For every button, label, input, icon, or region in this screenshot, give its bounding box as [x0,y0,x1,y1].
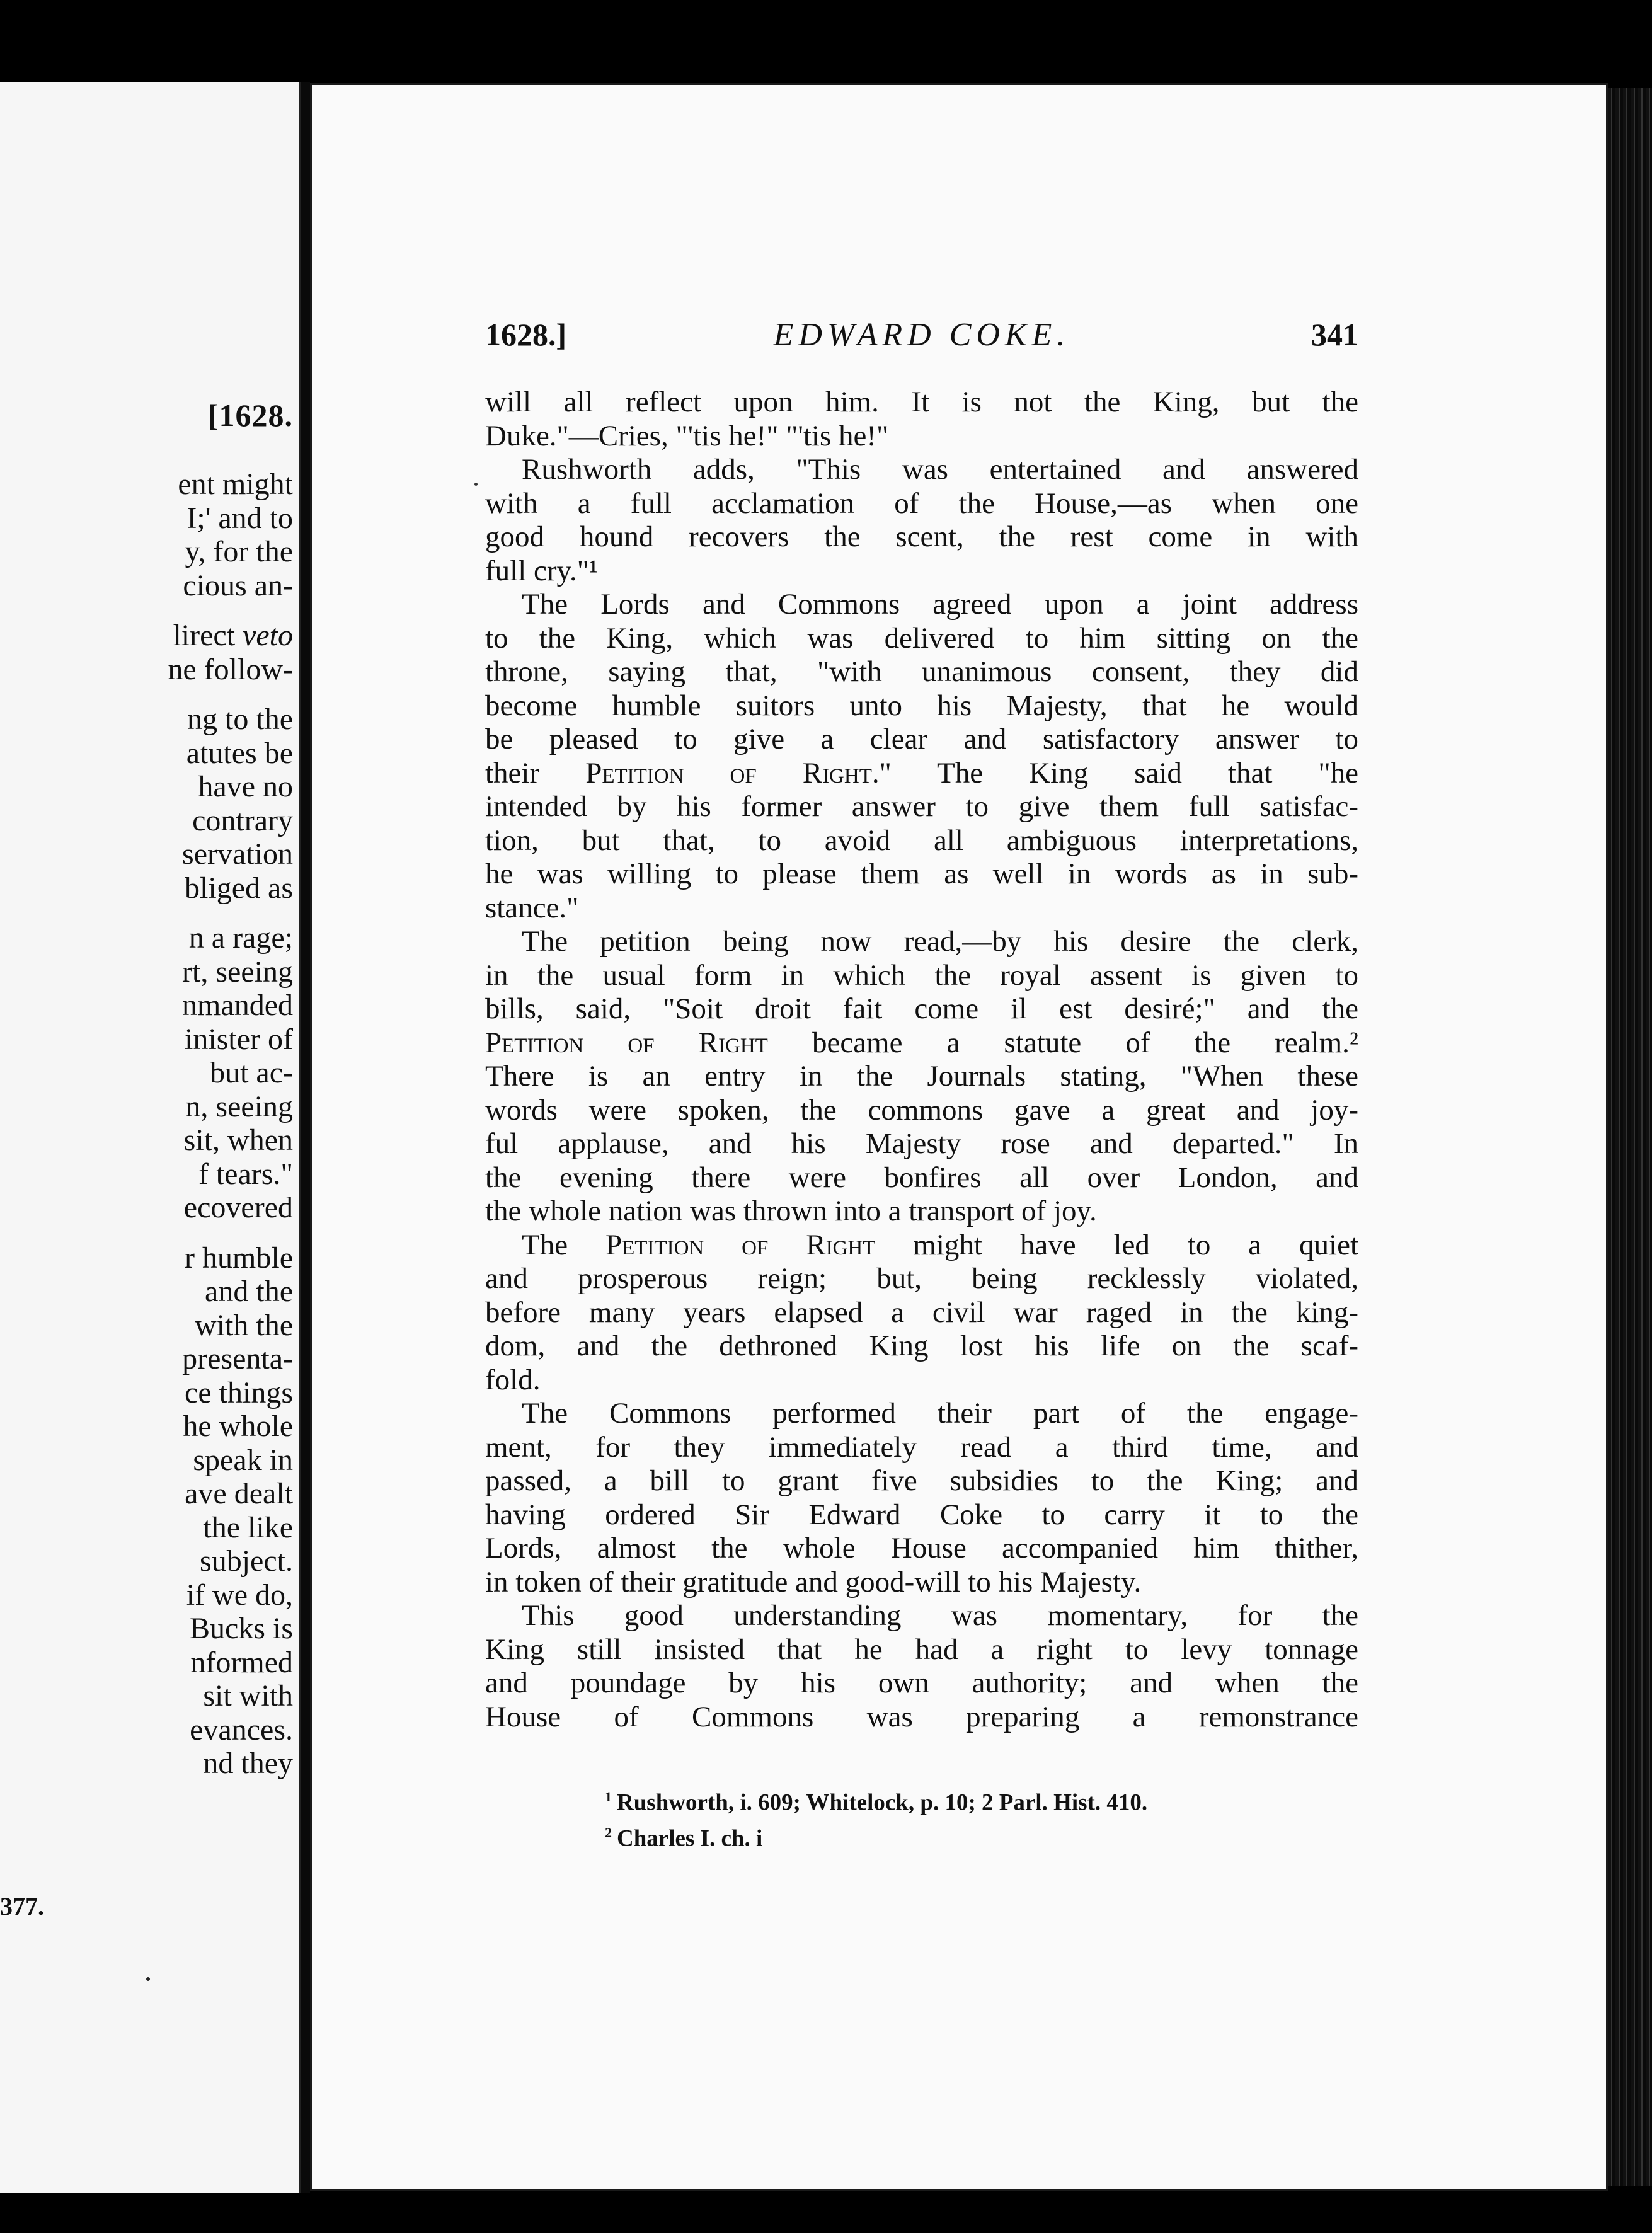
text-line: The Petition of Right might have led to a quiet [522,1228,1358,1261]
left-page-line [0,1225,299,1241]
text-line: words were spoken, the commons gave a great and joy- [485,1093,1358,1127]
book-edge [1608,88,1652,2186]
text-line: to the King, which was delivered to him sitting on the [485,621,1358,655]
left-page-line: Bucks is [189,1612,293,1645]
margin-mark [474,483,478,486]
left-page-line: ng to the [187,703,293,736]
left-page-line: atutes be [186,736,293,770]
scan-border [0,2193,1652,2233]
text-line: Lords, almost the whole House accompanied him thither, [485,1532,1358,1564]
left-page-line: sit, when [183,1123,293,1157]
left-page-line: f tears." [198,1157,293,1191]
left-page-line: r humble [185,1241,293,1275]
text-line: become humble suitors unto his Majesty, that he would [485,689,1358,722]
text-line: bills, said, "Soit droit fait come il est desiré;" and the [485,992,1358,1025]
left-page-line: n a rage; [188,921,293,955]
text-line: King still insisted that he had a right to levy tonnage [485,1633,1358,1666]
text-line: There is an entry in the Journals stating, "When these [485,1060,1358,1093]
footnote [605,1782,1361,1818]
left-page-line: subject. [200,1544,293,1578]
left-page-line: ne follow- [168,652,293,686]
text-line: he was willing to please them as well in words as in sub- [485,858,1358,890]
left-page [0,82,301,2193]
text-line: Petition of Right became a statute of the realm.² [485,1026,1358,1059]
left-page-line: y, for the [185,535,293,568]
text-line: Duke."—Cries, "'tis he!" "'tis he!" [485,419,889,452]
running-head-title: EDWARD COKE. [773,317,1070,353]
text-line: the evening there were bonfires all over London, and [485,1161,1358,1194]
text-line: intended by his former answer to give them full satisfac- [485,790,1358,823]
left-page-line: inister of [185,1022,293,1056]
left-page-line: lirect veto [173,619,293,652]
text-line: in token of their gratitude and good-will to his Majesty. [485,1565,1142,1599]
text-line: The petition being now read,—by his desire the clerk, [522,925,1358,958]
footnotes [605,1782,1361,1854]
text-line: tion, but that, to avoid all ambiguous interpretations, [485,824,1358,857]
text-line: passed, a bill to grant five subsidies to the King; and [485,1464,1358,1497]
text-line: in the usual form in which the royal assent is given to [485,958,1358,992]
footnote-mark: 2 [605,1825,612,1841]
running-head [485,316,1358,360]
left-page-mark [146,1977,150,1981]
left-page-line: contrary [192,803,293,837]
text-line: ful applause, and his Majesty rose and departed." In [485,1127,1358,1160]
left-page-line: if we do, [186,1578,293,1612]
text-line: stance." [485,891,579,924]
text-line: their Petition of Right." The King said that "he [485,756,1358,789]
left-page-line: speak in [193,1443,293,1477]
left-page-line: I;' and to [186,501,293,535]
left-page-text [0,468,299,1781]
left-page-line: with the [195,1308,293,1342]
text-line: Rushworth adds, "This was entertained and answered [522,453,1358,486]
left-page-line: bliged as [185,871,293,905]
text-line: and poundage by his own authority; and when the [485,1667,1358,1699]
left-page-line: nmanded [182,989,293,1022]
left-page-line: n, seeing [185,1089,293,1123]
left-page-footnote: 377. [0,1892,44,1920]
left-page-line: cious an- [183,568,293,602]
left-page-line: the like [203,1510,293,1544]
footnote [605,1818,1361,1854]
left-page-line: ecovered [183,1191,293,1224]
page-number: 341 [1311,317,1358,352]
text-line: with a full acclamation of the House,—as when one [485,486,1358,520]
text-line: good hound recovers the scent, the rest come in with [485,520,1358,553]
footnote-text: Charles I. ch. i [617,1825,763,1852]
text-line: fold. [485,1363,541,1396]
left-page-line: but ac- [210,1056,293,1089]
text-line: The Lords and Commons agreed upon a joint address [522,588,1358,621]
text-line: having ordered Sir Edward Coke to carry it to the [485,1498,1358,1531]
body-text [485,386,1358,1734]
text-line: The Commons performed their part of the engage- [522,1397,1358,1430]
left-page-line: sit with [203,1679,293,1713]
text-line: be pleased to give a clear and satisfactory answer to [485,723,1358,755]
book-gutter [301,82,310,2193]
text-line: throne, saying that, "with unanimous consent, they did [485,655,1358,688]
left-page-line: evances. [190,1713,293,1747]
text-line: the whole nation was thrown into a transport of joy. [485,1195,1097,1227]
left-page-line: nformed [190,1645,293,1679]
footnote-mark: 1 [605,1789,612,1805]
text-line: ment, for they immediately read a third time, and [485,1430,1358,1464]
left-page-line: nd they [203,1747,293,1780]
text-line: This good understanding was momentary, for the [522,1599,1358,1632]
left-page-line [0,686,299,703]
left-page-line [0,905,299,921]
text-line: House of Commons was preparing a remonstrance [485,1700,1358,1733]
left-page-line: ent might [178,468,293,501]
text-line: before many years elapsed a civil war raged in the king- [485,1295,1358,1329]
left-page-line: and the [205,1275,293,1308]
text-line: full cry."¹ [485,554,599,587]
left-page-line: presenta- [182,1342,293,1375]
left-page-line: servation [182,837,293,871]
text-line: will all reflect upon him. It is not the King, but the [485,386,1358,418]
left-page-line: have no [198,770,293,803]
left-page-line: rt, seeing [182,955,293,989]
footnote-text: Rushworth, i. 609; Whitelock, p. 10; 2 Parl. Hist. 410. [617,1789,1148,1816]
text-line: and prosperous reign; but, being recklessly violated, [485,1262,1358,1295]
left-page-running-head: [1628. [207,398,293,433]
left-page-line: ave dealt [185,1477,293,1510]
running-head-year: 1628.] [485,317,567,352]
left-page-line: he whole [183,1409,293,1443]
text-line: dom, and the dethroned King lost his life on the scaf- [485,1329,1358,1362]
left-page-line: ce things [185,1375,293,1409]
left-page-line [0,602,299,619]
